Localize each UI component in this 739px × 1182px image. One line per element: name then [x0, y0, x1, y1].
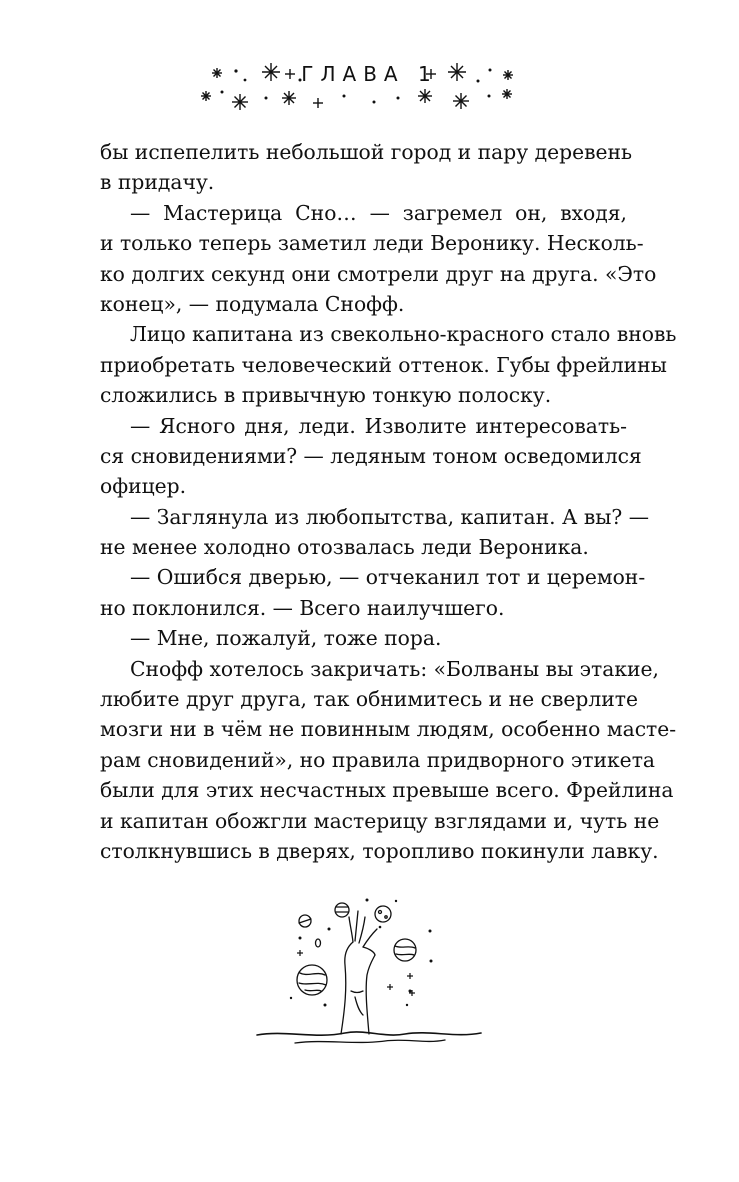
- text-line: бы испепелить небольшой город и пару деревень: [100, 140, 633, 164]
- text-line: сложились в привычную тонкую полоску.: [100, 383, 552, 408]
- text-line: и только теперь заметил леди Веронику. Несколь-: [100, 231, 644, 256]
- text-line: в придачу.: [100, 170, 215, 195]
- hand-reaching-planets-icon: [255, 893, 485, 1057]
- text-line: ся сновидениями? — ледяным тоном осведомился: [100, 443, 642, 468]
- text-line: — Ошибся дверью, — отчеканил тот и церемон-: [130, 565, 646, 590]
- text-line: приобретать человеческий оттенок. Губы фрейлины: [100, 352, 667, 377]
- text-line: столкнувшись в дверях, торопливо покинули лавку.: [100, 838, 659, 863]
- text-line: Лицо капитана из свекольно-красного стало вновь: [130, 322, 677, 347]
- text-line: офицер.: [100, 474, 187, 499]
- text-line: — Ясного дня, леди. Изволите интересовать-: [130, 413, 627, 438]
- page-body-text: [100, 137, 677, 866]
- text-line: — Заглянула из любопытства, капитан. А вы? —: [130, 504, 649, 529]
- text-line: любите друг друга, так обнимитесь и не сверлите: [100, 687, 638, 712]
- text-line: были для этих несчастных превыше всего. Фрейлина: [100, 778, 674, 803]
- text-line: конец», — подумала Снофф.: [100, 291, 405, 316]
- chapter-title: ГЛАВА 1: [301, 62, 438, 86]
- text-line: Снофф хотелось закричать: «Болваны вы этакие,: [130, 656, 659, 681]
- text-line: и капитан обожгли мастерицу взглядами и, чуть не: [100, 808, 660, 833]
- text-line: рам сновидений», но правила придворного этикета: [100, 747, 656, 772]
- text-line: не менее холодно отозвалась леди Вероника.: [100, 535, 589, 560]
- text-line: ко долгих секунд они смотрели друг на друга. «Это: [100, 261, 657, 286]
- text-line: — Мастерица Сно… — загремел он, входя,: [130, 200, 627, 225]
- text-line: — Мне, пожалуй, тоже пора.: [130, 626, 442, 651]
- text-line: но поклонился. — Всего наилучшего.: [100, 595, 505, 620]
- text-line: мозги ни в чём не повинным людям, особенно масте-: [100, 717, 677, 742]
